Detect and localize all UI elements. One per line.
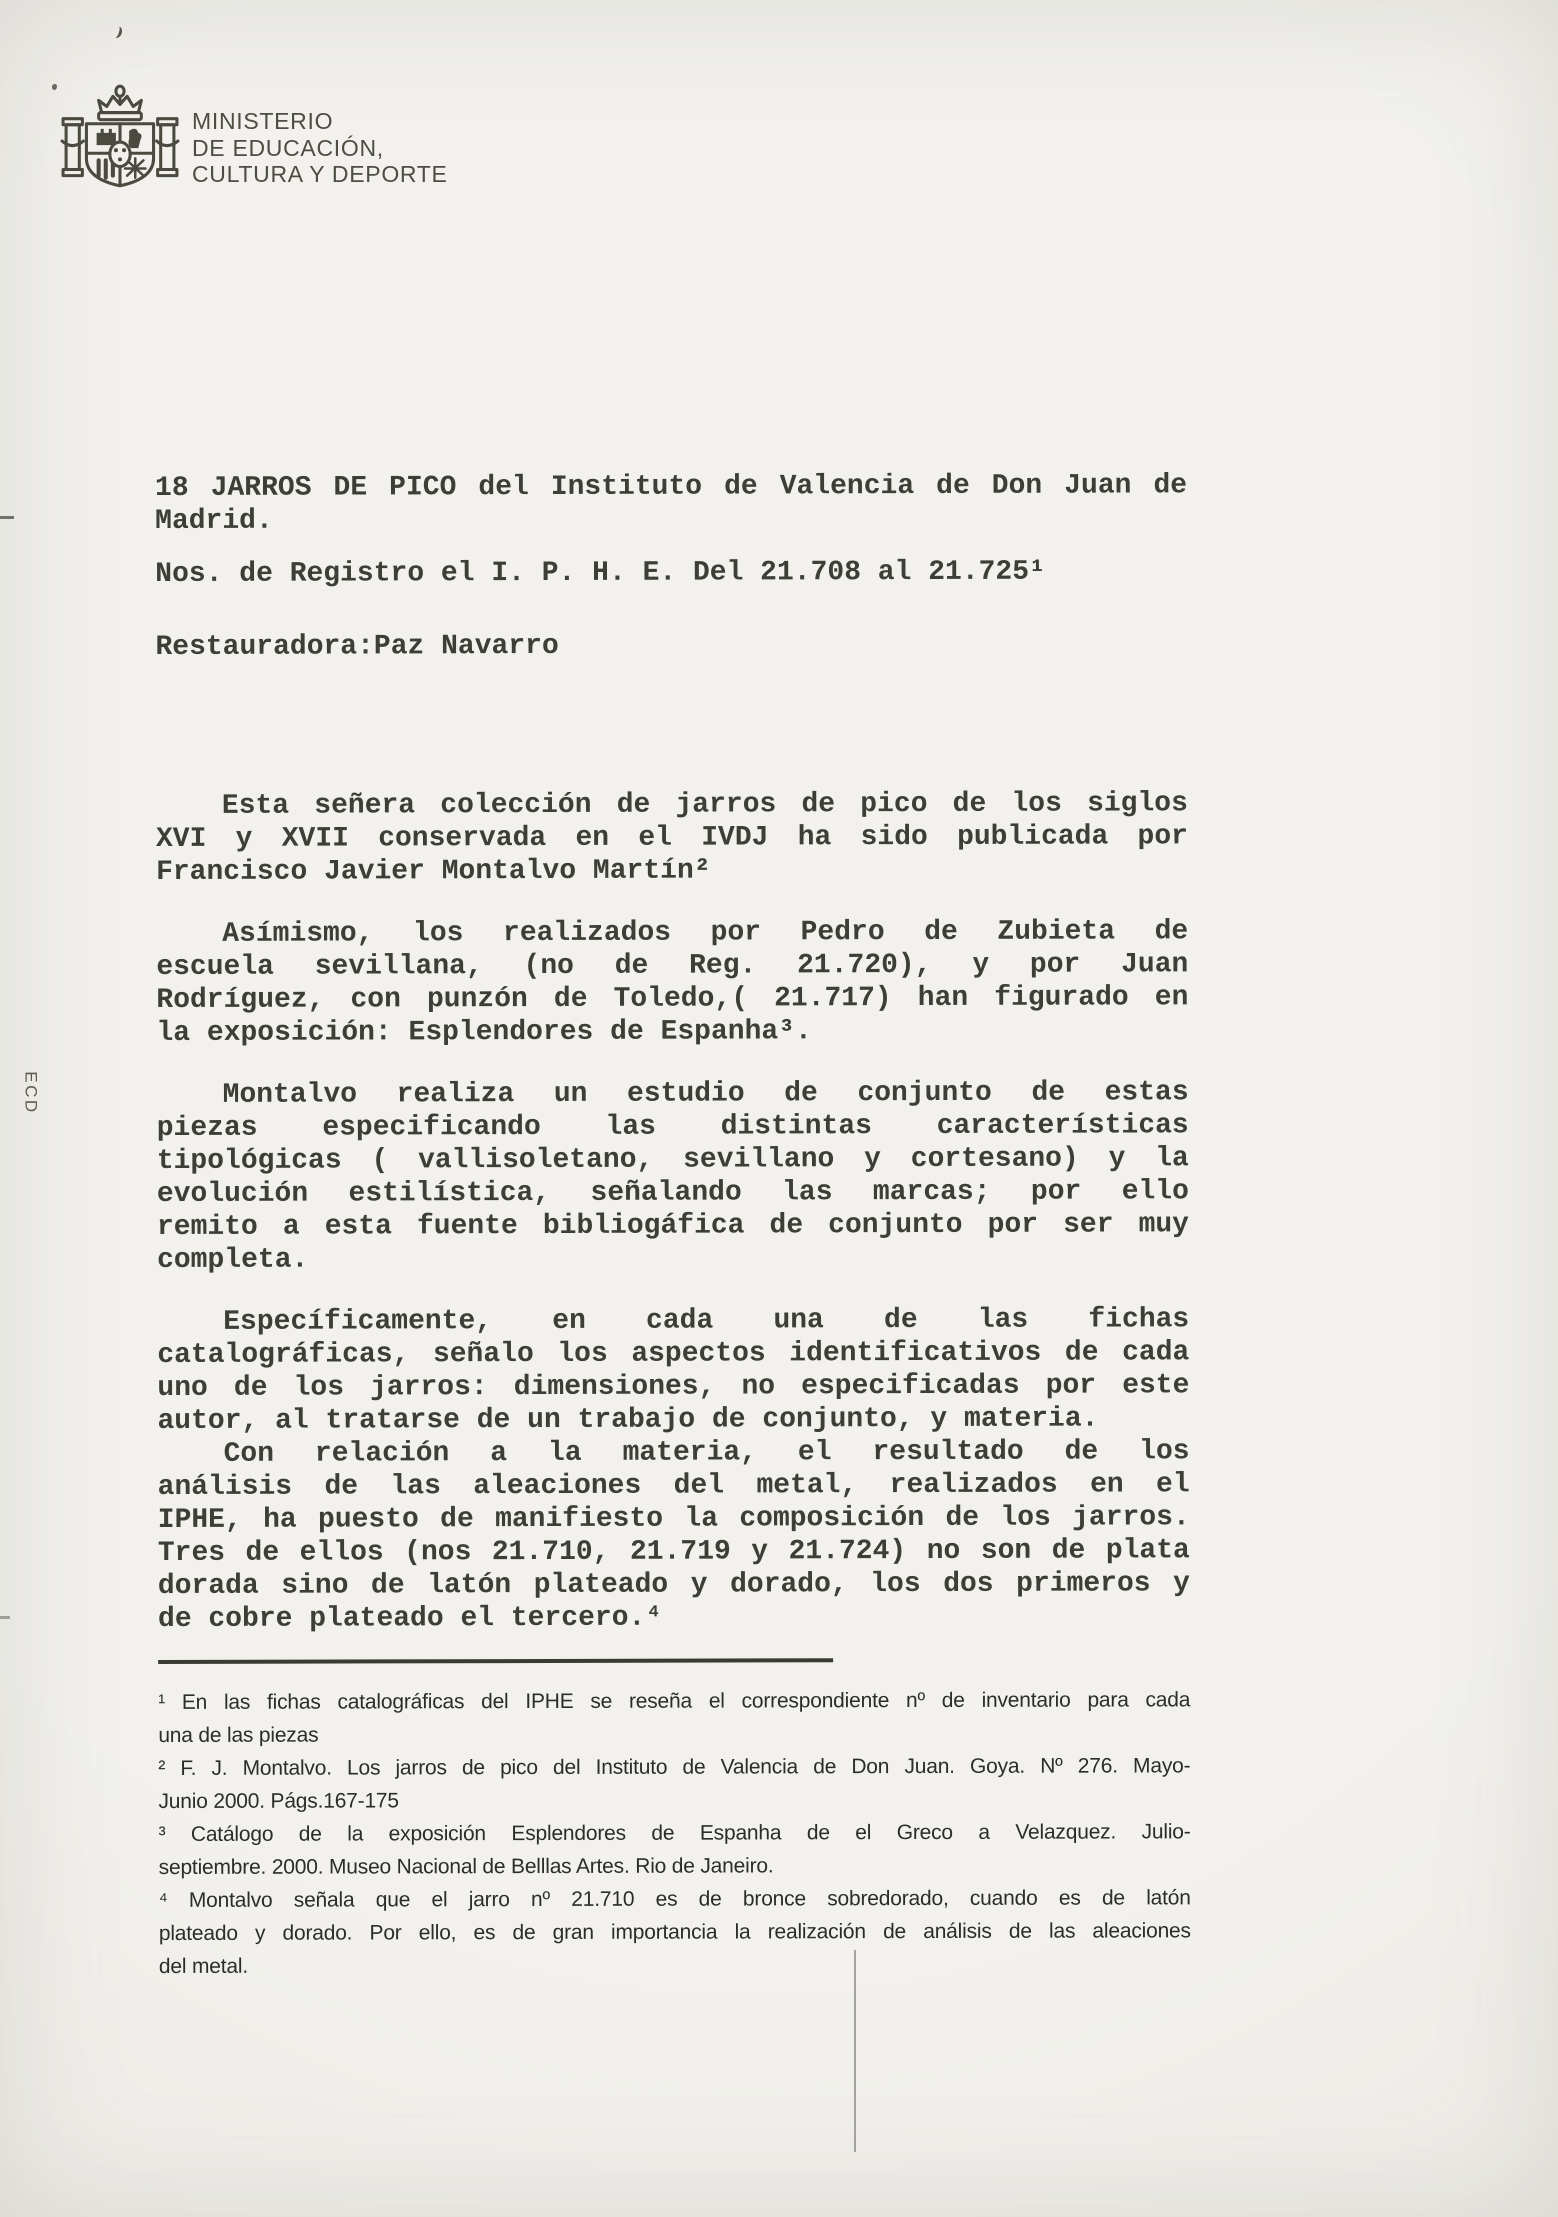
footnote: [159, 1881, 1191, 1983]
text-line: evolución estilística, señalando las marcas; por ello: [156, 1176, 1189, 1210]
text-line: remito a esta fuente bibliogáfica de conjunto por ser muy: [156, 1209, 1190, 1243]
ministry-name: [192, 108, 448, 188]
text-line: Francisco Javier Montalvo Martín²: [156, 855, 711, 888]
ministry-line: MINISTERIO: [192, 108, 334, 134]
text-line: de cobre plateado el tercero.⁴: [157, 1602, 663, 1635]
scan-artifact: [854, 1950, 856, 2152]
footnote: [158, 1749, 1190, 1818]
text-line: tipológicas ( vallisoletano, sevillano y cortesano) y la: [156, 1143, 1189, 1177]
text-line: completa.: [157, 1244, 309, 1276]
text-line: Específicamente, en cada una de las fichas: [223, 1304, 1190, 1338]
text-line: Esta señera colección de jarros de pico de los siglos: [221, 788, 1188, 822]
scan-artifact: [0, 516, 14, 519]
paragraph: [156, 787, 1188, 889]
scan-artifact: [0, 1616, 10, 1619]
footnote-divider: [158, 1658, 833, 1664]
footnote-line: del metal.: [158, 1954, 248, 1978]
footnote: [158, 1683, 1190, 1752]
registry-line: Nos. de Registro el I. P. H. E. Del 21.708 al 21.725¹: [155, 556, 1046, 590]
text-line: piezas especificando las distintas características: [156, 1110, 1189, 1144]
text-line: autor, al tratarse de un trabajo de conjunto, y materia.: [157, 1403, 1099, 1437]
footnote-line: plateado y dorado. Por ello, es de gran importancia la realización de análisis de las aleaciones: [158, 1919, 1191, 1945]
paragraph: [156, 915, 1188, 1050]
paragraph: [157, 1303, 1189, 1438]
paragraph: [157, 1076, 1190, 1277]
footnote-line: ⁴ Montalvo señala que el jarro nº 21.710 es de bronce sobredorado, cuando es de latón: [158, 1886, 1191, 1912]
text-line: escuela sevillana, (no de Reg. 21.720), y por Juan: [156, 949, 1189, 983]
paragraph: [158, 1435, 1191, 1636]
text-line: Con relación a la materia, el resultado de los: [223, 1436, 1190, 1470]
footnote: [159, 1815, 1191, 1884]
document-body: [155, 469, 1191, 1983]
spain-coat-of-arms-icon: [60, 78, 180, 198]
footnote-line: ³ Catálogo de la exposición Esplendores de Espanha de el Greco a Velazquez. Julio-: [158, 1820, 1191, 1846]
margin-stamp-text: ECD: [22, 1071, 41, 1115]
text-line: catalográficas, señalo los aspectos identificativos de cada: [157, 1337, 1190, 1371]
text-line: XVI y XVII conservada en el IVDJ ha sido publicada por: [155, 821, 1188, 855]
ministry-line: CULTURA Y DEPORTE: [192, 161, 448, 187]
footnotes: [158, 1683, 1191, 1983]
text-line: Rodríguez, con punzón de Toledo,( 21.717) han figurado en: [156, 982, 1189, 1016]
text-line: Tres de ellos (nos 21.710, 21.719 y 21.724) no son de plata: [157, 1535, 1190, 1569]
text-line: dorada sino de latón plateado y dorado, los dos primeros y: [157, 1568, 1190, 1602]
title-line: 18 JARROS DE PICO del Instituto de Valencia de Don Juan de: [155, 470, 1188, 504]
text-line: la exposición: Esplendores de Espanha³.: [156, 1016, 812, 1049]
title-line: Madrid.: [155, 505, 273, 537]
footnote-line: septiembre. 2000. Museo Nacional de Belllas Artes. Rio de Janeiro.: [158, 1854, 774, 1879]
text-line: Montalvo realiza un estudio de conjunto de estas: [222, 1077, 1189, 1111]
margin-stamp: [0, 1056, 68, 1130]
text-line: análisis de las aleaciones del metal, realizados en el: [157, 1469, 1190, 1503]
ministry-line: DE EDUCACIÓN,: [192, 134, 384, 161]
footnote-line: ¹ En las fichas catalográficas del IPHE se reseña el correspondiente nº de inventario para cada: [158, 1688, 1191, 1714]
document-title: [155, 469, 1187, 538]
scan-artifact: [110, 25, 123, 40]
restorer-line: Restauradora:Paz Navarro: [155, 630, 559, 663]
footnote-line: una de las piezas: [158, 1723, 319, 1747]
footnote-line: Junio 2000. Págs.167-175: [158, 1789, 399, 1813]
text-line: uno de los jarros: dimensiones, no especificadas por este: [157, 1370, 1190, 1404]
text-line: Asímismo, los realizados por Pedro de Zubieta de: [222, 916, 1189, 950]
scan-artifact: [52, 84, 57, 90]
footnote-line: ² F. J. Montalvo. Los jarros de pico del Instituto de Valencia de Don Juan. Goya. Nº 276. Mayo-: [158, 1754, 1191, 1780]
text-line: IPHE, ha puesto de manifiesto la composición de los jarros.: [157, 1502, 1190, 1536]
